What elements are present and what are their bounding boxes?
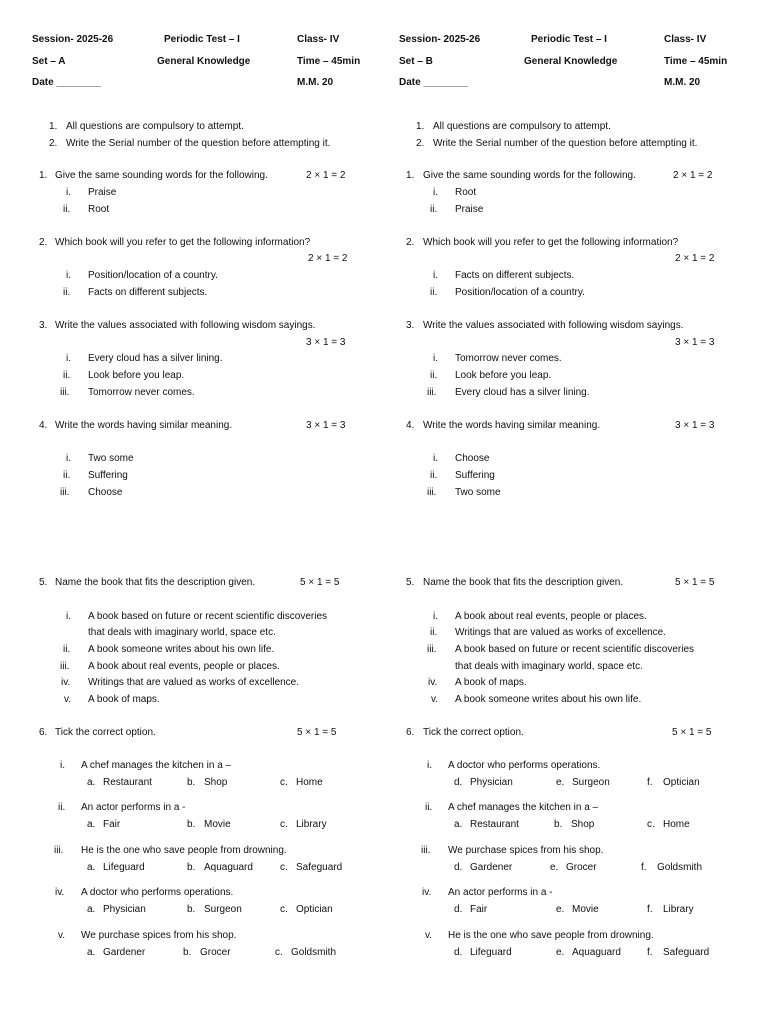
question-number: 6. (406, 727, 415, 738)
option-letter: b. (187, 904, 196, 915)
option-text: Goldsmith (291, 947, 337, 958)
option-letter: e. (556, 947, 565, 958)
item-text: He is the one who save people from drowning. (81, 845, 287, 856)
option-text: Fair (103, 819, 121, 830)
option-letter: b. (187, 777, 196, 788)
item-text: Look before you leap. (88, 370, 185, 381)
item-number: i. (66, 611, 71, 622)
option-text: Library (663, 904, 694, 915)
item-text: Facts on different subjects. (455, 270, 575, 281)
option-letter: a. (87, 862, 96, 873)
option-letter: f. (641, 862, 647, 873)
item-number: iii. (427, 387, 437, 398)
question-marks: 2 × 1 = 2 (675, 253, 715, 264)
item-number: iii. (60, 661, 70, 672)
option-text: Goldsmith (657, 862, 703, 873)
question-number: 5. (406, 577, 415, 588)
option-text: Restaurant (103, 777, 152, 788)
item-number: i. (427, 760, 432, 771)
item-number: iv. (428, 677, 438, 688)
item-text: A book about real events, people or places. (88, 661, 280, 672)
option-text: Home (663, 819, 690, 830)
option-letter: a. (87, 777, 96, 788)
item-text: A book of maps. (455, 677, 527, 688)
question-marks: 5 × 1 = 5 (297, 727, 337, 738)
item-text: Two some (455, 487, 501, 498)
option-text: Gardener (470, 862, 513, 873)
item-number: ii. (430, 370, 438, 381)
item-number: v. (58, 930, 66, 941)
item-number: i. (60, 760, 65, 771)
question-text: Write the words having similar meaning. (55, 420, 233, 431)
question-number: 3. (406, 320, 415, 331)
option-letter: d. (454, 862, 463, 873)
question-text: Give the same sounding words for the following. (55, 170, 268, 181)
question-number: 1. (39, 170, 48, 181)
item-text: We purchase spices from his shop. (448, 845, 604, 856)
item-text: Position/location of a country. (455, 287, 585, 298)
option-letter: c. (280, 819, 288, 830)
item-text: We purchase spices from his shop. (81, 930, 237, 941)
item-text: Two some (88, 453, 134, 464)
question-marks: 5 × 1 = 5 (300, 577, 340, 588)
instruction-number: 2. (416, 138, 425, 149)
item-number: ii. (425, 802, 433, 813)
item-text: Tomorrow never comes. (455, 353, 562, 364)
instruction-text: All questions are compulsory to attempt. (433, 121, 611, 132)
session-label: Session- 2025-26 (32, 34, 114, 45)
item-number: iii. (421, 845, 431, 856)
option-text: Restaurant (470, 819, 519, 830)
item-number: ii. (63, 470, 71, 481)
option-letter: d. (454, 947, 463, 958)
option-text: Movie (204, 819, 231, 830)
item-number: iv. (422, 887, 432, 898)
option-letter: f. (647, 777, 653, 788)
option-text: Grocer (566, 862, 597, 873)
option-letter: c. (280, 904, 288, 915)
item-number: iv. (55, 887, 65, 898)
class-label: Class- IV (297, 34, 340, 45)
item-number: i. (433, 187, 438, 198)
option-letter: c. (647, 819, 655, 830)
item-number: i. (433, 353, 438, 364)
item-number: v. (425, 930, 433, 941)
question-text: Which book will you refer to get the following information? (423, 237, 679, 248)
item-text: A doctor who performs operations. (81, 887, 234, 898)
option-letter: a. (87, 904, 96, 915)
date-label: Date ________ (399, 77, 468, 88)
option-text: Physician (103, 904, 146, 915)
item-number: iii. (60, 387, 70, 398)
question-number: 5. (39, 577, 48, 588)
question-marks: 3 × 1 = 3 (306, 337, 346, 348)
question-text: Name the book that fits the description given. (55, 577, 256, 588)
question-number: 3. (39, 320, 48, 331)
item-text: Tomorrow never comes. (88, 387, 195, 398)
question-text: Tick the correct option. (423, 727, 524, 738)
item-text: Every cloud has a silver lining. (88, 353, 223, 364)
item-number: ii. (430, 470, 438, 481)
item-number: ii. (58, 802, 66, 813)
instruction-text: Write the Serial number of the question before attempting it. (433, 138, 698, 149)
item-number: ii. (430, 287, 438, 298)
time-label: Time – 45min (297, 56, 361, 67)
item-text: Position/location of a country. (88, 270, 218, 281)
option-letter: a. (87, 819, 96, 830)
question-number: 1. (406, 170, 415, 181)
option-letter: c. (280, 862, 288, 873)
class-label: Class- IV (664, 34, 707, 45)
item-text: Suffering (455, 470, 495, 481)
question-text: Give the same sounding words for the following. (423, 170, 636, 181)
option-letter: b. (183, 947, 192, 958)
item-number: iv. (61, 677, 71, 688)
item-number: v. (431, 694, 439, 705)
item-text: A chef manages the kitchen in a – (81, 760, 232, 771)
question-text: Write the values associated with following wisdom sayings. (55, 320, 316, 331)
item-text: Praise (88, 187, 117, 198)
subject-label: General Knowledge (157, 56, 251, 67)
question-text: Name the book that fits the description given. (423, 577, 624, 588)
question-text: Which book will you refer to get the following information? (55, 237, 311, 248)
option-text: Safeguard (663, 947, 710, 958)
option-text: Fair (470, 904, 488, 915)
time-label: Time – 45min (664, 56, 728, 67)
option-letter: b. (187, 862, 196, 873)
max-marks-label: M.M. 20 (664, 77, 701, 88)
option-letter: a. (454, 819, 463, 830)
item-number: ii. (63, 644, 71, 655)
question-marks: 2 × 1 = 2 (308, 253, 348, 264)
question-text: Write the words having similar meaning. (423, 420, 601, 431)
item-number: i. (433, 270, 438, 281)
set-label: Set – A (32, 56, 66, 67)
item-text: Suffering (88, 470, 128, 481)
question-marks: 2 × 1 = 2 (306, 170, 346, 181)
option-letter: e. (556, 904, 565, 915)
item-number: i. (66, 353, 71, 364)
option-letter: b. (187, 819, 196, 830)
question-marks: 5 × 1 = 5 (675, 577, 715, 588)
item-text: Root (455, 187, 477, 198)
item-number: i. (433, 453, 438, 464)
item-number: ii. (63, 370, 71, 381)
option-text: Grocer (200, 947, 231, 958)
option-text: Lifeguard (103, 862, 145, 873)
item-number: ii. (63, 204, 71, 215)
item-text: A book about real events, people or places. (455, 611, 647, 622)
question-marks: 3 × 1 = 3 (306, 420, 346, 431)
item-number: i. (433, 611, 438, 622)
item-number: iii. (427, 487, 437, 498)
question-marks: 2 × 1 = 2 (673, 170, 713, 181)
option-letter: d. (454, 777, 463, 788)
option-letter: a. (87, 947, 96, 958)
item-number: iii. (427, 644, 437, 655)
item-text: A book based on future or recent scientific discoveries (455, 644, 695, 655)
question-marks: 3 × 1 = 3 (675, 337, 715, 348)
option-text: Movie (572, 904, 599, 915)
item-text: A book of maps. (88, 694, 160, 705)
item-number: ii. (430, 627, 438, 638)
item-text: An actor performs in a - (81, 802, 186, 813)
item-text: that deals with imaginary world, space etc. (455, 661, 643, 672)
option-text: Aquaguard (204, 862, 253, 873)
option-letter: b. (554, 819, 563, 830)
date-label: Date ________ (32, 77, 101, 88)
item-number: i. (66, 187, 71, 198)
option-letter: e. (550, 862, 559, 873)
option-letter: f. (647, 904, 653, 915)
instruction-number: 1. (416, 121, 425, 132)
item-text: A book based on future or recent scientific discoveries (88, 611, 328, 622)
item-number: i. (66, 453, 71, 464)
option-text: Shop (204, 777, 228, 788)
question-number: 6. (39, 727, 48, 738)
option-text: Physician (470, 777, 513, 788)
option-text: Library (296, 819, 327, 830)
item-text: Praise (455, 204, 484, 215)
item-text: that deals with imaginary world, space etc. (88, 627, 276, 638)
item-text: A book someone writes about his own life. (88, 644, 275, 655)
option-letter: f. (647, 947, 653, 958)
item-text: Writings that are valued as works of excellence. (455, 627, 667, 638)
option-letter: c. (280, 777, 288, 788)
subject-label: General Knowledge (524, 56, 618, 67)
set-label: Set – B (399, 56, 433, 67)
question-marks: 3 × 1 = 3 (675, 420, 715, 431)
item-text: A book someone writes about his own life. (455, 694, 642, 705)
question-number: 4. (406, 420, 415, 431)
item-number: ii. (430, 204, 438, 215)
option-text: Aquaguard (572, 947, 621, 958)
item-number: iii. (60, 487, 70, 498)
instruction-number: 1. (49, 121, 58, 132)
item-text: An actor performs in a - (448, 887, 553, 898)
item-number: v. (64, 694, 72, 705)
option-letter: d. (454, 904, 463, 915)
item-number: ii. (63, 287, 71, 298)
option-letter: c. (275, 947, 283, 958)
option-text: Optician (296, 904, 333, 915)
test-label: Periodic Test – I (164, 34, 240, 45)
question-number: 2. (406, 237, 415, 248)
item-text: Facts on different subjects. (88, 287, 208, 298)
question-text: Tick the correct option. (55, 727, 156, 738)
item-text: Choose (455, 453, 490, 464)
question-number: 4. (39, 420, 48, 431)
option-text: Home (296, 777, 323, 788)
option-text: Gardener (103, 947, 146, 958)
option-text: Shop (571, 819, 595, 830)
test-label: Periodic Test – I (531, 34, 607, 45)
item-number: iii. (54, 845, 64, 856)
item-text: Look before you leap. (455, 370, 552, 381)
item-text: Root (88, 204, 110, 215)
instruction-text: All questions are compulsory to attempt. (66, 121, 244, 132)
option-text: Lifeguard (470, 947, 512, 958)
question-marks: 5 × 1 = 5 (672, 727, 712, 738)
option-text: Surgeon (572, 777, 610, 788)
option-text: Safeguard (296, 862, 343, 873)
item-text: A chef manages the kitchen in a – (448, 802, 599, 813)
item-text: A doctor who performs operations. (448, 760, 601, 771)
item-text: He is the one who save people from drowning. (448, 930, 654, 941)
item-text: Writings that are valued as works of excellence. (88, 677, 300, 688)
session-label: Session- 2025-26 (399, 34, 481, 45)
item-number: i. (66, 270, 71, 281)
item-text: Every cloud has a silver lining. (455, 387, 590, 398)
option-letter: e. (556, 777, 565, 788)
max-marks-label: M.M. 20 (297, 77, 334, 88)
question-text: Write the values associated with following wisdom sayings. (423, 320, 684, 331)
option-text: Surgeon (204, 904, 242, 915)
option-text: Optician (663, 777, 700, 788)
instruction-number: 2. (49, 138, 58, 149)
question-paper-set-b (367, 0, 751, 1024)
question-number: 2. (39, 237, 48, 248)
item-text: Choose (88, 487, 123, 498)
instruction-text: Write the Serial number of the question before attempting it. (66, 138, 331, 149)
